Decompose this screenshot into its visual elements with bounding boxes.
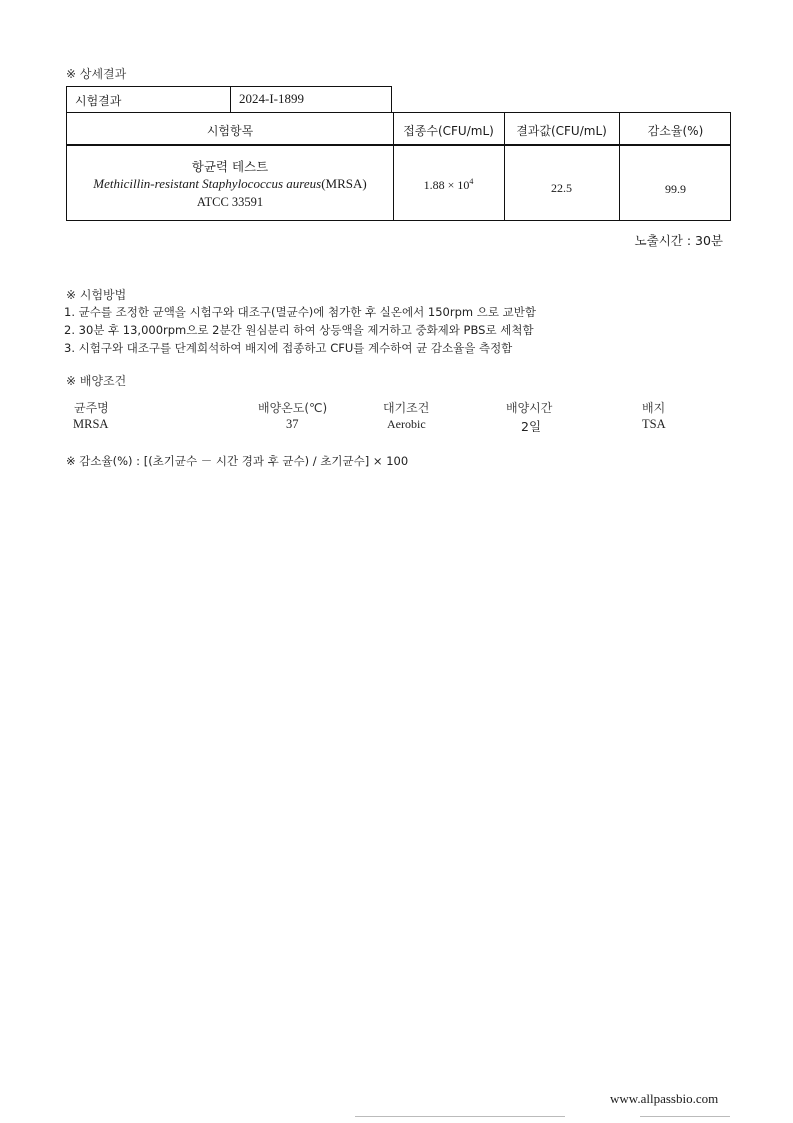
reduction-value: 99.9 bbox=[665, 182, 686, 196]
culture-value-temperature: 37 bbox=[286, 417, 299, 431]
result-value: 22.5 bbox=[551, 181, 572, 195]
footer-url[interactable]: www.allpassbio.com bbox=[610, 1091, 719, 1106]
culture-header-atmosphere: 대기조건 bbox=[383, 401, 430, 415]
results-table bbox=[66, 112, 731, 221]
inoculum-base: 1.88 × 10 bbox=[423, 178, 470, 192]
method-section-title: ※ 시험방법 bbox=[66, 288, 127, 302]
method-step: 2. 30분 후 13,000rpm으로 2분간 원심분리 하여 상등액을 제거하고 중화제와 PBS로 세척함 bbox=[64, 323, 534, 337]
culture-value-medium: TSA bbox=[642, 417, 666, 431]
scan-edge-line bbox=[355, 1116, 565, 1117]
test-organism bbox=[67, 176, 393, 192]
header-test-item: 시험항목 bbox=[206, 124, 254, 138]
culture-header-time: 배양시간 bbox=[506, 401, 553, 415]
reduction-formula: ※ 감소율(%) : [(초기균수 － 시간 경과 후 균수) / 초기균수] × 100 bbox=[66, 454, 409, 468]
inoculum-exponent: 4 bbox=[469, 177, 474, 186]
culture-value-strain: MRSA bbox=[73, 417, 109, 431]
result-label: 시험결과 bbox=[75, 94, 122, 108]
exposure-time: 노출시간 : 30분 bbox=[634, 233, 723, 248]
method-step: 1. 균수를 조정한 균액을 시험구와 대조구(멸균수)에 첨가한 후 실온에서 150rpm 으로 교반함 bbox=[64, 305, 536, 319]
culture-header-strain: 균주명 bbox=[74, 401, 109, 415]
culture-value-atmosphere: Aerobic bbox=[387, 417, 426, 431]
inoculum-value bbox=[393, 177, 504, 193]
header-divider bbox=[67, 144, 730, 146]
test-strain: ATCC 33591 bbox=[196, 195, 264, 209]
culture-header-temperature: 배양온도(℃) bbox=[258, 401, 328, 415]
result-number-table bbox=[66, 86, 392, 112]
header-reduction: 감소율(%) bbox=[647, 124, 704, 138]
table-divider bbox=[230, 87, 231, 113]
header-result-value: 결과값(CFU/mL) bbox=[516, 124, 607, 138]
culture-header-medium: 배지 bbox=[642, 401, 666, 415]
organism-abbrev: (MRSA) bbox=[321, 176, 367, 191]
result-number: 2024-I-1899 bbox=[239, 91, 304, 106]
detail-section-title: ※ 상세결과 bbox=[66, 67, 127, 81]
culture-section-title: ※ 배양조건 bbox=[66, 374, 127, 388]
header-inoculum: 접종수(CFU/mL) bbox=[403, 124, 494, 138]
culture-value-time: 2일 bbox=[521, 419, 542, 434]
test-item-title: 항균력 테스트 bbox=[191, 159, 269, 174]
organism-name: Methicillin-resistant Staphylococcus aureus bbox=[93, 176, 322, 191]
scan-edge-line bbox=[640, 1116, 730, 1117]
method-step: 3. 시험구와 대조구를 단계희석하여 배지에 접종하고 CFU를 계수하여 균 감소율을 측정함 bbox=[64, 341, 513, 355]
